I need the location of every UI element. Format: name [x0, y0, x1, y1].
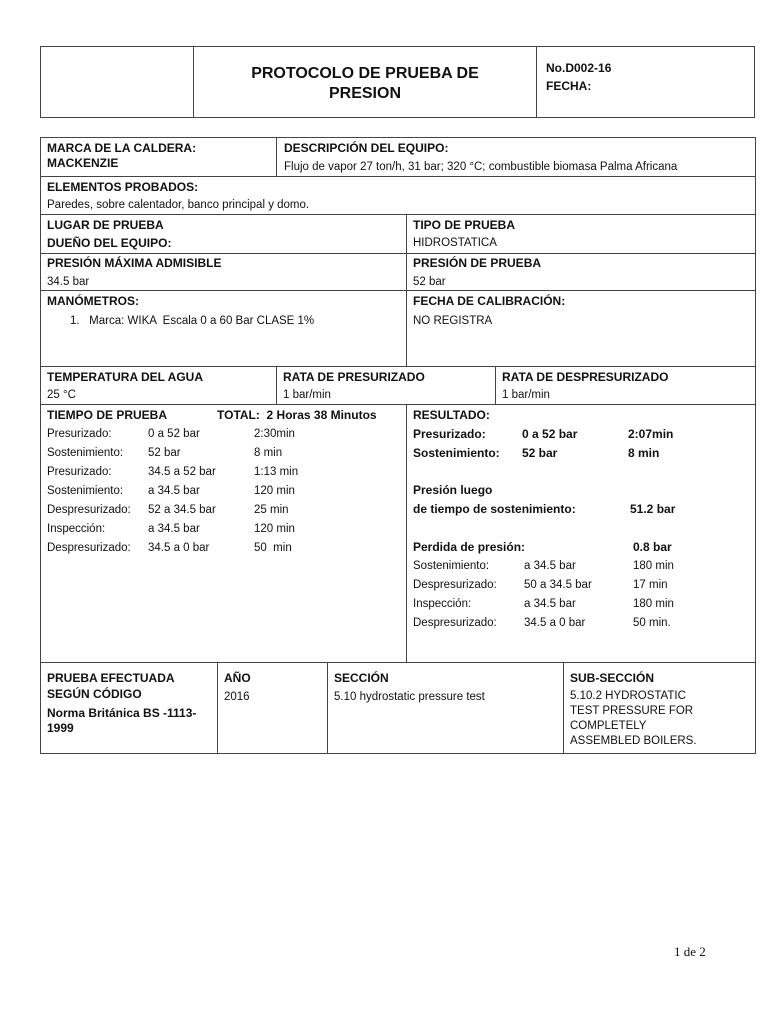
- tiempo-row-range: a 34.5 bar: [148, 523, 200, 535]
- subseccion-line-3: COMPLETELY: [570, 720, 647, 732]
- perdida-value: 0.8 bar: [633, 540, 672, 554]
- elementos-value: Paredes, sobre calentador, banco principal y domo.: [47, 199, 310, 211]
- title-line-2: PRESION: [328, 85, 401, 102]
- col-line-d: [495, 366, 496, 404]
- row-line-7: [40, 662, 756, 663]
- temperatura-label: TEMPERATURA DEL AGUA: [47, 370, 203, 384]
- subseccion-value: [570, 689, 697, 749]
- tiempo-row-name: Presurizado:: [47, 466, 112, 478]
- row-line-3: [40, 253, 756, 254]
- resultado-sostenimiento-range: 52 bar: [522, 446, 558, 460]
- seccion-label: SECCIÓN: [334, 671, 389, 685]
- row-line-6: [40, 404, 756, 405]
- dueno-label: DUEÑO DEL EQUIPO:: [47, 236, 172, 250]
- resultado-row-time: 50 min.: [633, 617, 671, 629]
- marca-value: MACKENZIE: [47, 156, 119, 170]
- rata-presurizado-label: RATA DE PRESURIZADO: [283, 370, 425, 384]
- col-line-a: [276, 137, 277, 176]
- tiempo-row-range: 34.5 a 0 bar: [148, 542, 210, 554]
- tiempo-row-time: 1:13 min: [254, 466, 299, 478]
- tiempo-row-time: 25 min: [254, 504, 289, 516]
- tiempo-label: TIEMPO DE PRUEBA: [47, 408, 168, 422]
- resultado-row-time: 180 min: [633, 598, 674, 610]
- tiempo-row-time: 8 min: [254, 447, 283, 459]
- col-line-b: [406, 214, 407, 366]
- calibracion-value: NO REGISTRA: [413, 315, 493, 327]
- tiempo-row-range: 34.5 a 52 bar: [148, 466, 216, 478]
- tiempo-row-name: Presurizado:: [47, 428, 112, 440]
- tiempo-row-range: 52 bar: [148, 447, 181, 459]
- tiempo-row-name: Despresurizado:: [47, 504, 131, 516]
- presion-max-value: 34.5 bar: [47, 276, 90, 288]
- resultado-row-range: a 34.5 bar: [524, 598, 576, 610]
- subseccion-label: SUB-SECCIÓN: [570, 671, 655, 685]
- tiempo-row-name: Despresurizado:: [47, 542, 131, 554]
- descripcion-label: DESCRIPCIÓN DEL EQUIPO:: [284, 141, 449, 155]
- tiempo-row-time: 50 min: [254, 542, 292, 554]
- resultado-row-name: Inspección:: [413, 598, 472, 610]
- rata-despresurizado-value: 1 bar/min: [502, 389, 550, 401]
- descripcion-value: Flujo de vapor 27 ton/h, 31 bar; 320 °C; combustible biomasa Palma Africana: [284, 161, 678, 173]
- rata-despresurizado-label: RATA DE DESPRESURIZADO: [502, 370, 669, 384]
- tiempo-row-range: a 34.5 bar: [148, 485, 200, 497]
- col-line-f: [217, 662, 218, 754]
- perdida-label: Perdida de presión:: [413, 540, 526, 554]
- row-line-5: [40, 366, 756, 367]
- ano-value: 2016: [224, 691, 250, 703]
- subseccion-line-4: ASSEMBLED BOILERS.: [570, 735, 697, 747]
- resultado-row-range: 50 a 34.5 bar: [524, 579, 592, 591]
- title-line-1: PROTOCOLO DE PRUEBA DE: [251, 65, 479, 82]
- resultado-sostenimiento-name: Sostenimiento:: [413, 446, 500, 460]
- resultado-row-name: Sostenimiento:: [413, 560, 490, 572]
- ano-label: AÑO: [224, 671, 251, 685]
- resultado-row-range: a 34.5 bar: [524, 560, 576, 572]
- manometro-item: 1. Marca: WIKA Escala 0 a 60 Bar CLASE 1%: [70, 315, 315, 327]
- presion-prueba-value: 52 bar: [413, 276, 446, 288]
- tiempo-row-time: 120 min: [254, 485, 295, 497]
- row-line-1: [40, 176, 756, 177]
- rata-presurizado-value: 1 bar/min: [283, 389, 331, 401]
- tiempo-row-name: Inspección:: [47, 523, 106, 535]
- col-line-e: [406, 404, 407, 662]
- calibracion-label: FECHA DE CALIBRACIÓN:: [413, 294, 566, 308]
- norma-line-1: Norma Británica BS -1113-: [47, 706, 197, 720]
- resultado-row-time: 17 min: [633, 579, 668, 591]
- tipo-label: TIPO DE PRUEBA: [413, 218, 516, 232]
- resultado-presurizado-time: 2:07min: [628, 427, 674, 441]
- resultado-sostenimiento-time: 8 min: [628, 446, 660, 460]
- lugar-label: LUGAR DE PRUEBA: [47, 218, 164, 232]
- presion-luego-label-1: Presión luego: [413, 483, 493, 497]
- manometros-label: MANÓMETROS:: [47, 294, 139, 308]
- doc-number: No.D002-16: [546, 61, 612, 75]
- tipo-value: HIDROSTATICA: [413, 237, 497, 249]
- norma-line-2: 1999: [47, 721, 74, 735]
- presion-luego-label-2: de tiempo de sostenimiento:: [413, 502, 576, 516]
- subseccion-line-2: TEST PRESSURE FOR: [570, 705, 694, 717]
- elementos-label: ELEMENTOS PROBADOS:: [47, 180, 199, 194]
- presion-max-label: PRESIÓN MÁXIMA ADMISIBLE: [47, 256, 222, 270]
- marca-label: MARCA DE LA CALDERA:: [47, 141, 197, 155]
- header-divider-right: [536, 46, 537, 118]
- codigo-label-2: SEGÚN CÓDIGO: [47, 687, 142, 701]
- tiempo-total: TOTAL: 2 Horas 38 Minutos: [217, 408, 377, 422]
- presion-luego-value: 51.2 bar: [630, 502, 676, 516]
- tiempo-row-name: Sostenimiento:: [47, 447, 124, 459]
- temperatura-value: 25 °C: [47, 389, 76, 401]
- page-title: [194, 64, 536, 104]
- fecha-label: FECHA:: [546, 79, 592, 93]
- resultado-presurizado-name: Presurizado:: [413, 427, 486, 441]
- col-line-c: [276, 366, 277, 404]
- resultado-label: RESULTADO:: [413, 408, 490, 422]
- resultado-row-name: Despresurizado:: [413, 617, 497, 629]
- resultado-row-time: 180 min: [633, 560, 674, 572]
- seccion-value: 5.10 hydrostatic pressure test: [334, 691, 485, 703]
- col-line-h: [563, 662, 564, 754]
- codigo-label-1: PRUEBA EFECTUADA: [47, 671, 175, 685]
- row-line-2: [40, 214, 756, 215]
- resultado-row-range: 34.5 a 0 bar: [524, 617, 586, 629]
- tiempo-row-range: 52 a 34.5 bar: [148, 504, 216, 516]
- tiempo-row-time: 2:30min: [254, 428, 295, 440]
- row-line-4: [40, 290, 756, 291]
- page-number: 1 de 2: [674, 944, 706, 959]
- col-line-g: [327, 662, 328, 754]
- tiempo-row-name: Sostenimiento:: [47, 485, 124, 497]
- resultado-presurizado-range: 0 a 52 bar: [522, 427, 578, 441]
- subseccion-line-1: 5.10.2 HYDROSTATIC: [570, 690, 686, 702]
- tiempo-row-time: 120 min: [254, 523, 295, 535]
- presion-prueba-label: PRESIÓN DE PRUEBA: [413, 256, 542, 270]
- resultado-row-name: Despresurizado:: [413, 579, 497, 591]
- tiempo-row-range: 0 a 52 bar: [148, 428, 200, 440]
